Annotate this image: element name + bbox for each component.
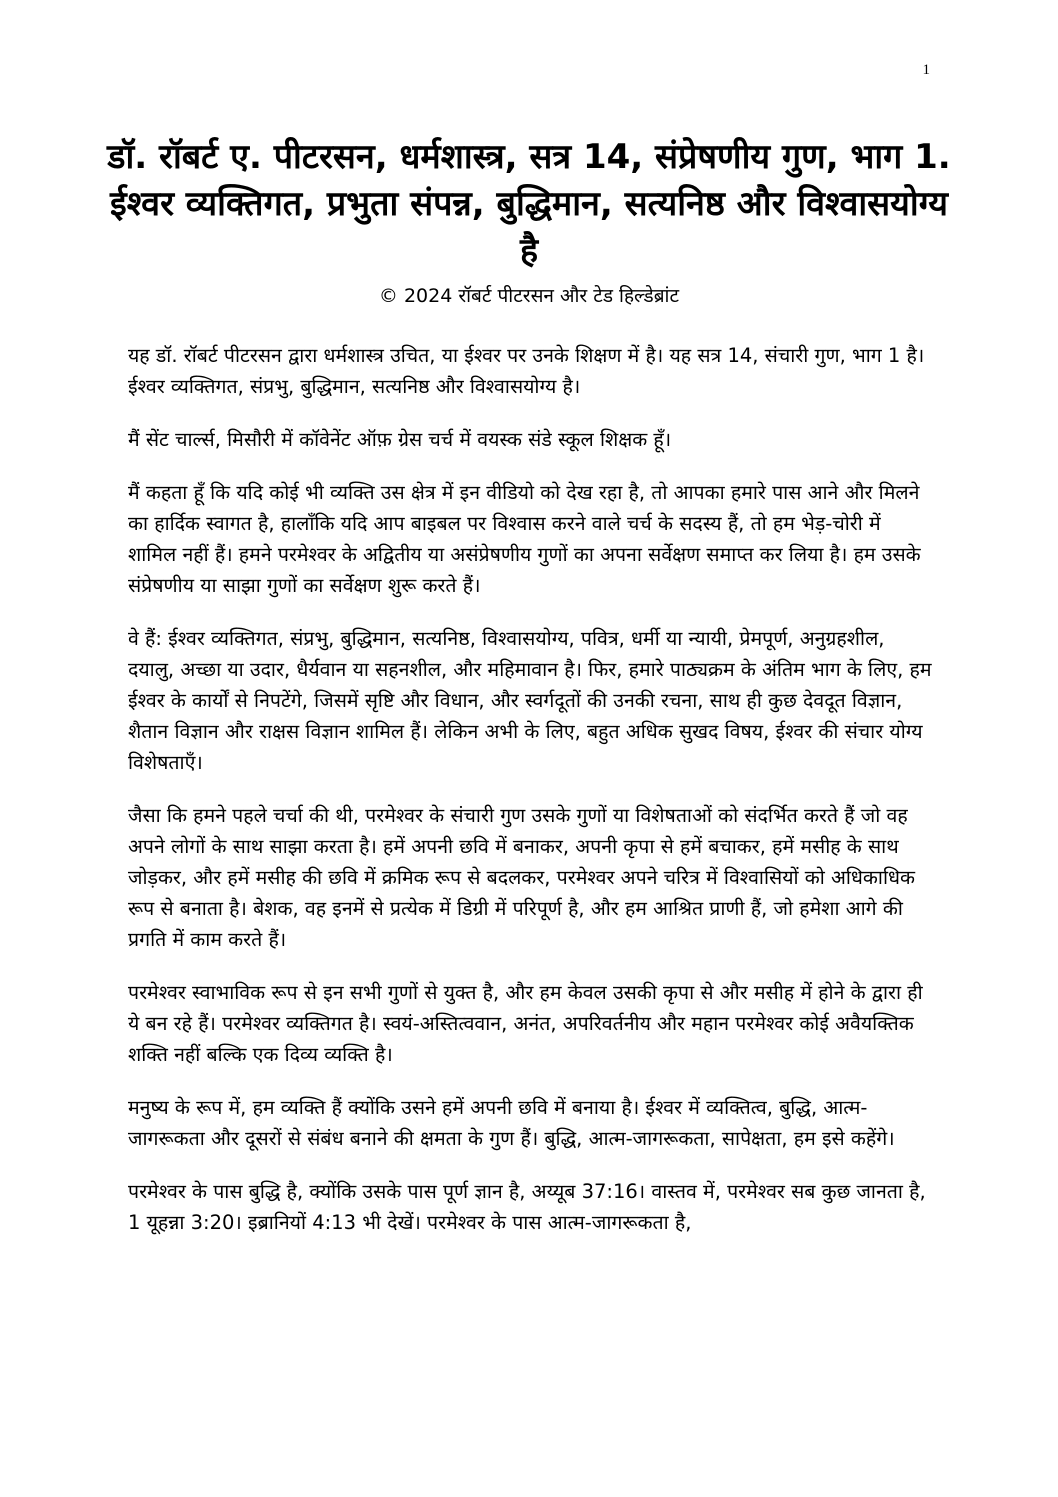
paragraph: परमेश्वर के पास बुद्धि है, क्योंकि उसके पास पूर्ण ज्ञान है, अय्यूब 37:16। वास्तव में, परमेश्वर सब कुछ जानता है, 1 यूहन्ना 3:20। इब्रानियों 4:13 भी देखें। परमेश्वर के पास आत्म-जागरूकता है, [128,1180,926,1234]
paragraph: मैं सेंट चार्ल्स, मिसौरी में कॉवेनेंट ऑफ़ ग्रेस चर्च में वयस्क संडे स्कूल शिक्षक हूँ। [128,428,672,451]
document-title: डॉ. रॉबर्ट ए. पीटरसन, धर्मशास्त्र, सत्र 14, संप्रेषणीय गुण, भाग 1. ईश्वर व्यक्तिगत, प्रभुता संपन्न, बुद्धिमान, सत्यनिष्ठ और विश्वासयोग्य है [107,137,951,271]
paragraph: वे हैं: ईश्वर व्यक्तिगत, संप्रभु, बुद्धिमान, सत्यनिष्ठ, विश्वासयोग्य, पवित्र, धर्मी या न्यायी, प्रेमपूर्ण, अनुग्रहशील, दयालु, अच्छा या उदार, धैर्यवान या सहनशील, और महिमावान है। फिर, हमारे पाठ्यक्रम के अंतिम भाग के लिए, हम ईश्वर के कार्यों से निपटेंगे, जिसमें सृष्टि और विधान, और स्वर्गदूतों की उनकी रचना, साथ ही कुछ देवदूत विज्ञान, शैतान विज्ञान और राक्षस विज्ञान शामिल हैं। लेकिन अभी के लिए, बहुत अधिक सुखद विषय, ईश्वर की संचार योग्य विशेषताएँ। [128,627,932,774]
paragraph: जैसा कि हमने पहले चर्चा की थी, परमेश्वर के संचारी गुण उसके गुणों या विशेषताओं को संदर्भित करते हैं जो वह अपने लोगों के साथ साझा करता है। हमें अपनी छवि में बनाकर, अपनी कृपा से हमें बचाकर, हमें मसीह के साथ जोड़कर, और हमें मसीह की छवि में क्रमिक रूप से बदलकर, परमेश्वर अपने चरित्र में विश्वासियों को अधिकाधिक रूप से बनाता है। बेशक, वह इनमें से प्रत्येक में डिग्री में परिपूर्ण है, और हम आश्रित प्राणी हैं, जो हमेशा आगे की प्रगति में काम करते हैं। [128,804,915,951]
copyright-line: © 2024 रॉबर्ट पीटरसन और टेड हिल्डेब्रांट [378,285,680,307]
page-number: 1 [922,62,930,78]
paragraph: परमेश्वर स्वाभाविक रूप से इन सभी गुणों से युक्त है, और हम केवल उसकी कृपा से और मसीह में होने के द्वारा ही ये बन रहे हैं। परमेश्वर व्यक्तिगत है। स्वयं-अस्तित्ववान, अनंत, अपरिवर्तनीय और महान परमेश्वर कोई अवैयक्तिक शक्ति नहीं बल्कि एक दिव्य व्यक्ति है। [128,981,923,1066]
paragraph: मनुष्य के रूप में, हम व्यक्ति हैं क्योंकि उसने हमें अपनी छवि में बनाया है। ईश्वर में व्यक्तित्व, बुद्धि, आत्म-जागरूकता और दूसरों से संबंध बनाने की क्षमता के गुण हैं। बुद्धि, आत्म-जागरूकता, सापेक्षता, हम इसे कहेंगे। [128,1096,895,1150]
body-text [128,340,934,1260]
paragraph: यह डॉ. रॉबर्ट पीटरसन द्वारा धर्मशास्त्र उचित, या ईश्वर पर उनके शिक्षण में है। यह सत्र 14, संचारी गुण, भाग 1 है। ईश्वर व्यक्तिगत, संप्रभु, बुद्धिमान, सत्यनिष्ठ और विश्वासयोग्य है। [128,344,925,398]
paragraph: मैं कहता हूँ कि यदि कोई भी व्यक्ति उस क्षेत्र में इन वीडियो को देख रहा है, तो आपका हमारे पास आने और मिलने का हार्दिक स्वागत है, हालाँकि यदि आप बाइबल पर विश्वास करने वाले चर्च के सदस्य हैं, तो हम भेड़-चोरी में शामिल नहीं हैं। हमने परमेश्वर के अद्वितीय या असंप्रेषणीय गुणों का अपना सर्वेक्षण समाप्त कर लिया है। हम उसके संप्रेषणीय या साझा गुणों का सर्वेक्षण शुरू करते हैं। [128,481,921,597]
